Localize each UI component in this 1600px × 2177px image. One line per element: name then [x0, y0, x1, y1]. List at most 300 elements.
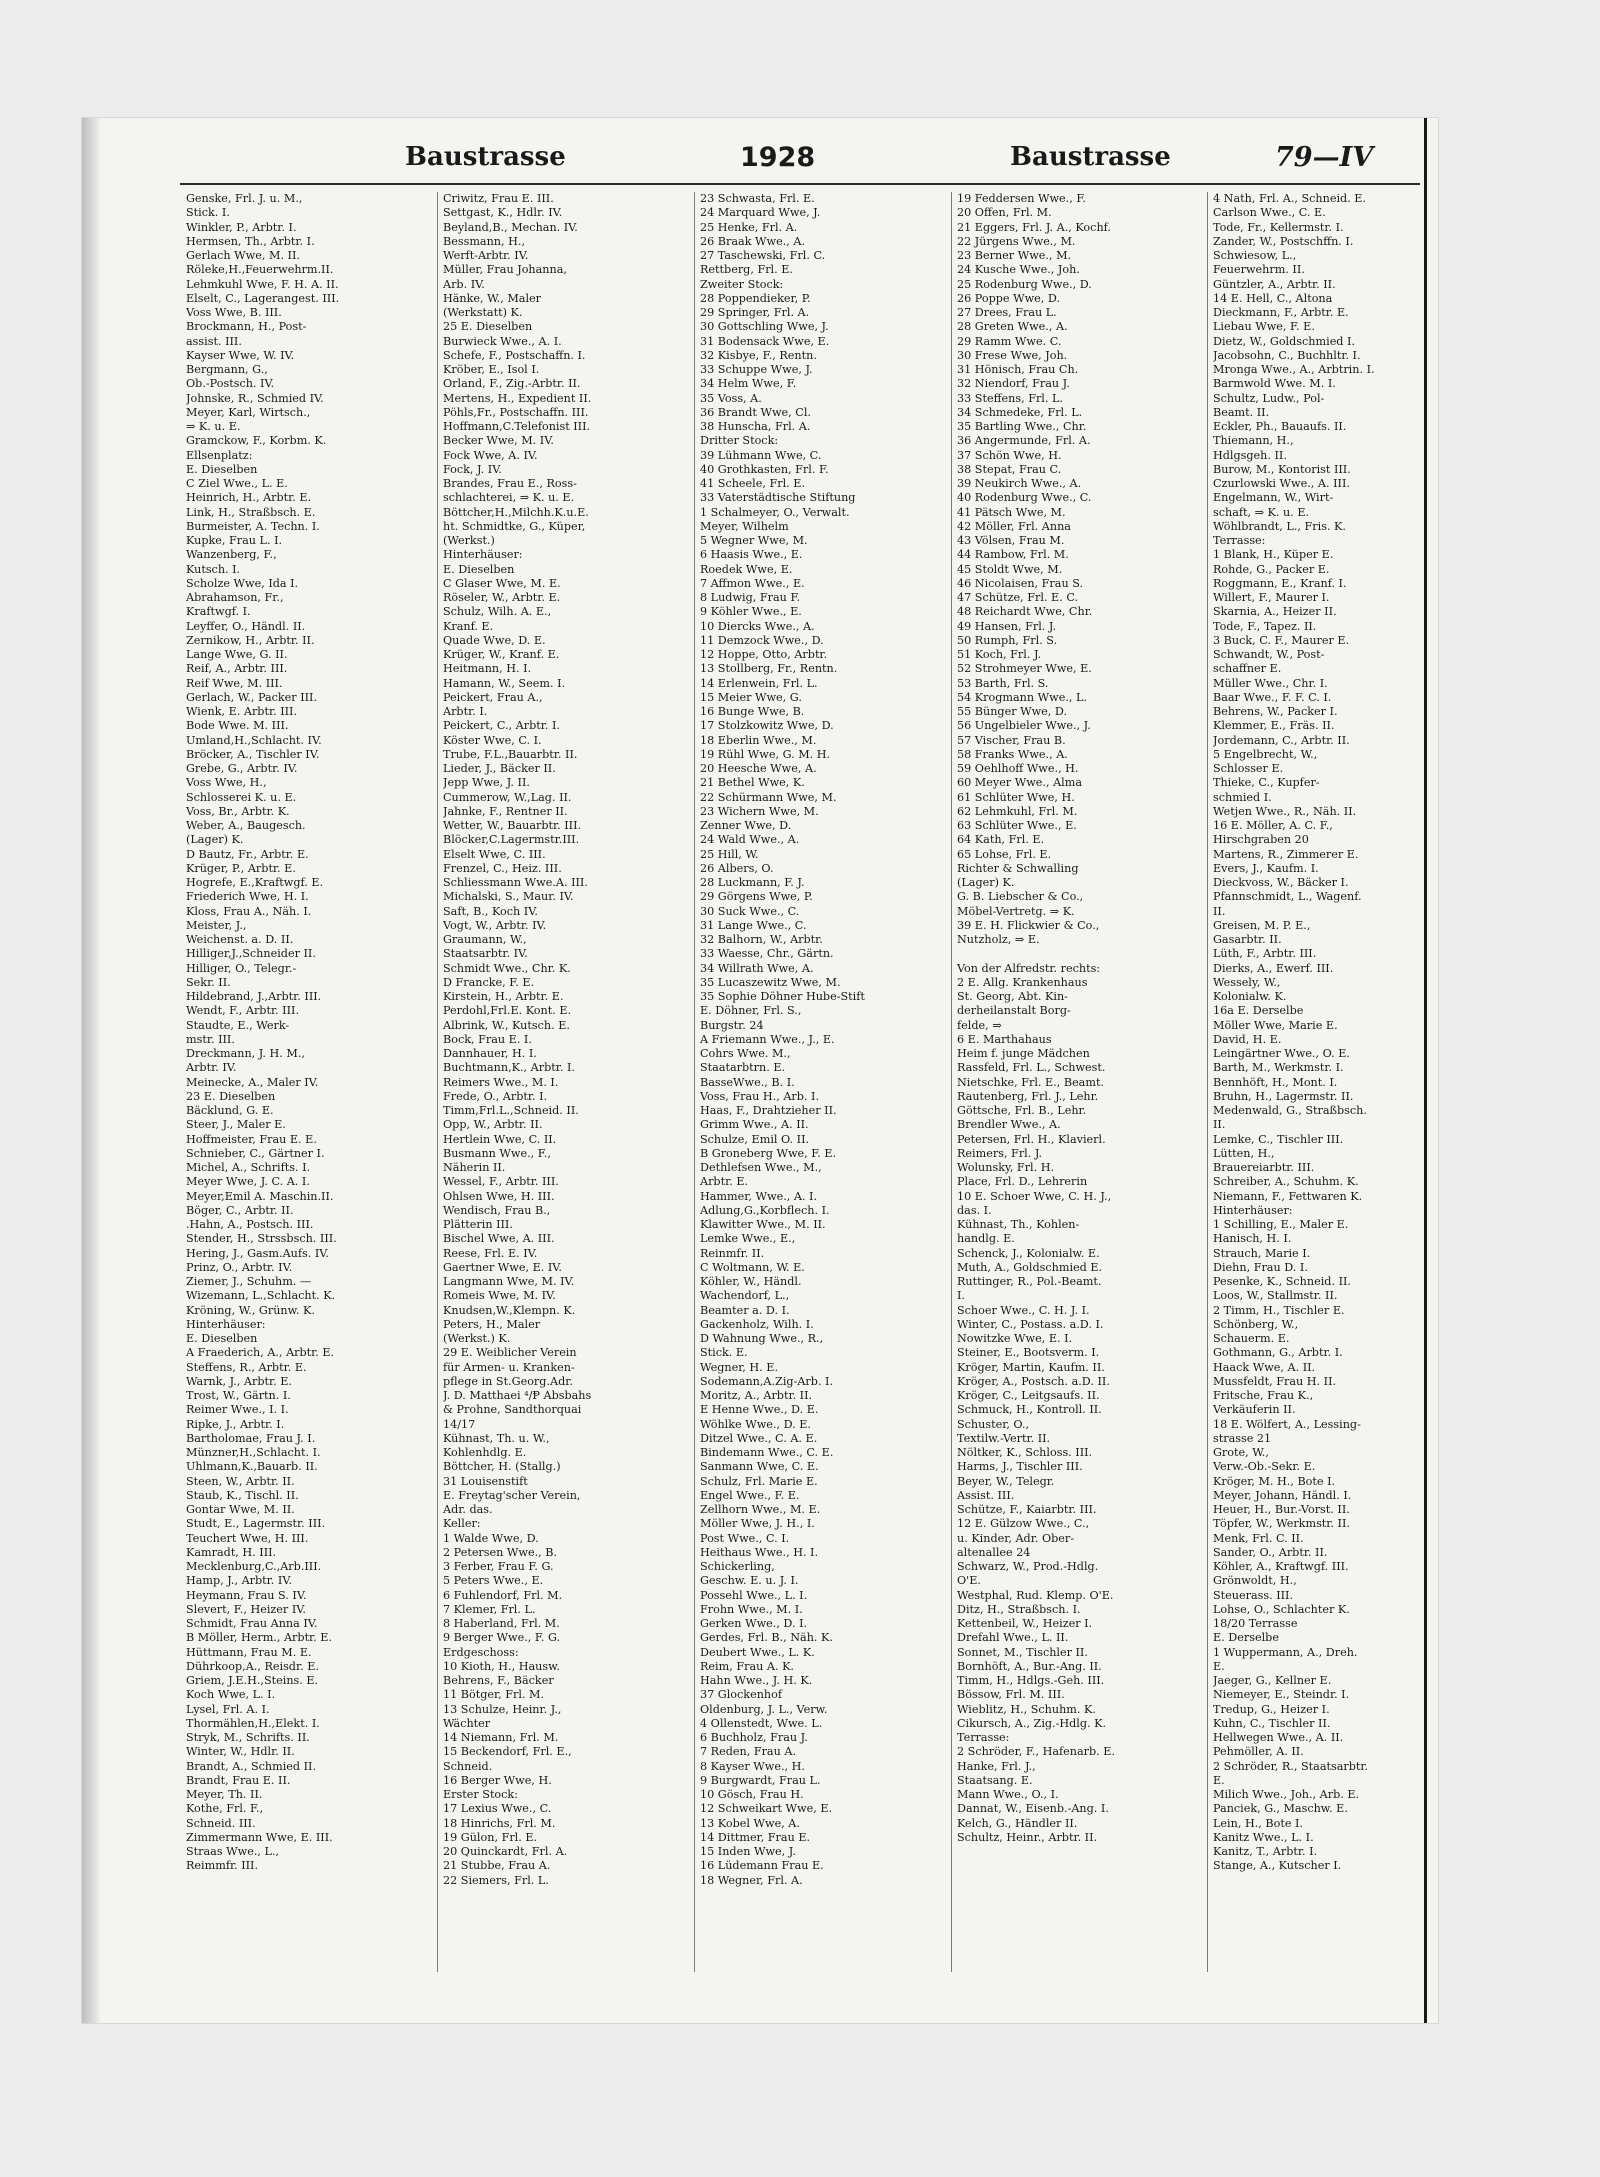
directory-entry-line: Zellhorn Wwe., M. E. — [700, 1503, 821, 1516]
directory-entry-line: 31 Louisenstift — [443, 1474, 528, 1488]
directory-entry-line: Prinz, O., Arbtr. IV. — [186, 1260, 293, 1274]
directory-entry-line: 1 Schilling, E., Maler E. — [1213, 1218, 1349, 1231]
directory-entry-line: Trost, W., Gärtn. I. — [186, 1389, 291, 1402]
directory-column-5 — [1213, 192, 1458, 1972]
directory-entry-line: Studt, E., Lagermstr. III. — [186, 1517, 326, 1531]
directory-entry-line: Brandt, A., Schmied II. — [186, 1759, 317, 1773]
directory-entry-line: 27 Taschewski, Frl. C. — [700, 249, 826, 262]
directory-entry-line: Kröber, E., Isol I. — [443, 363, 540, 376]
directory-entry-line: Schönberg, W., — [1213, 1317, 1299, 1331]
directory-entry-line: II. — [1213, 1118, 1226, 1132]
directory-entry-line: 17 Stolzkowitz Wwe, D. — [700, 719, 834, 733]
directory-entry-line: Uhlmann,K.,Bauarb. II. — [186, 1460, 318, 1474]
directory-entry-line: II. — [1213, 904, 1226, 918]
directory-entry-line: Sonnet, M., Tischler II. — [957, 1645, 1088, 1659]
directory-entry-line: Röseler, W., Arbtr. E. — [443, 591, 561, 604]
directory-entry-line: Müller Wwe., Chr. I. — [1213, 676, 1328, 690]
directory-entry-line: Strauch, Marie I. — [1213, 1246, 1311, 1260]
directory-entry-line: 22 Jürgens Wwe., M. — [957, 234, 1076, 248]
directory-entry-line: D Wahnung Wwe., R., — [700, 1332, 824, 1345]
directory-entry-line: 4 Nath, Frl. A., Schneid. E. — [1213, 192, 1367, 205]
directory-entry-line: Lieder, J., Bäcker II. — [443, 762, 556, 775]
directory-entry-line: Richter & Schwalling — [957, 861, 1079, 875]
directory-entry-line: Kothe, Frl. F., — [186, 1802, 264, 1816]
directory-entry-line: Bennhöft, H., Mont. I. — [1213, 1075, 1338, 1089]
directory-entry-line: Dreckmann, J. H. M., — [186, 1047, 305, 1060]
header-rule — [180, 183, 1420, 185]
directory-entry-line: Hellwegen Wwe., A. II. — [1213, 1731, 1344, 1744]
directory-entry-line: 1 Wuppermann, A., Dreh. — [1213, 1645, 1358, 1659]
directory-entry-line: Niemann, F., Fettwaren K. — [1213, 1189, 1363, 1203]
directory-entry-line: Bock, Frau E. I. — [443, 1032, 532, 1046]
directory-entry-line: 6 E. Marthahaus — [957, 1032, 1052, 1046]
directory-entry-line: Schwandt, W., Post- — [1213, 648, 1325, 661]
directory-entry-line: Rettberg, Frl. E. — [700, 263, 793, 277]
directory-entry-line: Menk, Frl. C. II. — [1213, 1531, 1304, 1545]
directory-entry-line: Assist. III. — [957, 1488, 1015, 1502]
directory-entry-line: Stick. I. — [186, 206, 230, 220]
directory-entry-line: Sekr. II. — [186, 975, 231, 989]
directory-entry-line: Wetter, W., Bauarbtr. III. — [443, 819, 582, 832]
directory-entry-line: Krüger, P., Arbtr. E. — [186, 861, 296, 875]
directory-entry-line: Mertens, H., Expedient II. — [443, 391, 592, 405]
directory-entry-line: Albrink, W., Kutsch. E. — [443, 1018, 570, 1032]
directory-entry-line: 10 Kioth, H., Hausw. — [443, 1659, 560, 1673]
directory-entry-line: Näherin II. — [443, 1161, 506, 1174]
directory-entry-line: 12 Hoppe, Otto, Arbtr. — [700, 648, 828, 661]
directory-entry-line: Beyland,B., Mechan. IV. — [443, 220, 578, 234]
directory-entry-line: Trube, F.L.,Bauarbtr. II. — [443, 747, 578, 761]
directory-entry-line: handlg. E. — [957, 1232, 1015, 1246]
directory-entry-line: Kranf. E. — [443, 619, 494, 633]
directory-entry-line: pflege in St.Georg.Adr. — [443, 1374, 573, 1388]
directory-entry-line: Klawitter Wwe., M. II. — [700, 1218, 826, 1231]
directory-entry-line: Gothmann, G., Arbtr. I. — [1213, 1346, 1343, 1360]
directory-entry-line: Rohde, G., Packer E. — [1213, 562, 1330, 576]
directory-entry-line: Meyer, Wilhelm — [700, 519, 789, 533]
directory-entry-line: Harms, J., Tischler III. — [957, 1460, 1083, 1474]
directory-entry-line: Wessely, W., — [1213, 975, 1281, 989]
directory-entry-line: Schwarz, W., Prod.-Hdlg. — [957, 1560, 1099, 1573]
directory-entry-line: Opp, W., Arbtr. II. — [443, 1118, 543, 1132]
directory-entry-line: Hdlgsgeh. II. — [1213, 448, 1287, 462]
directory-entry-line: Kamradt, H. III. — [186, 1545, 277, 1559]
directory-entry-line: C Glaser Wwe, M. E. — [443, 576, 561, 590]
directory-entry-line: Knudsen,W.,Klempn. K. — [443, 1303, 576, 1317]
directory-entry-line: Schmidt Wwe., Chr. K. — [443, 961, 571, 975]
directory-entry-line: Deubert Wwe., L. K. — [700, 1645, 815, 1659]
directory-entry-line: Schoer Wwe., C. H. J. I. — [957, 1303, 1090, 1317]
directory-entry-line: Reimmfr. III. — [186, 1859, 259, 1873]
directory-entry-line: 46 Nicolaisen, Frau S. — [957, 576, 1084, 590]
directory-entry-line: Kelch, G., Händler II. — [957, 1816, 1078, 1830]
directory-entry-line: Saft, B., Koch IV. — [443, 904, 538, 918]
directory-entry-line: 29 Görgens Wwe, P. — [700, 890, 813, 904]
directory-entry-line: Jepp Wwe, J. II. — [443, 776, 530, 790]
directory-entry-line: schaft, ⇒ K. u. E. — [1213, 505, 1310, 519]
page-header — [0, 142, 1600, 182]
directory-entry-line: E. — [1213, 1659, 1225, 1673]
directory-entry-line: 43 Völsen, Frau M. — [957, 534, 1065, 547]
directory-entry-line: Lohse, O., Schlachter K. — [1213, 1602, 1350, 1616]
directory-entry-line: Reimer Wwe., I. I. — [186, 1403, 289, 1417]
directory-entry-line: Romeis Wwe, M. IV. — [443, 1289, 556, 1303]
directory-entry-line: Schultz, Ludw., Pol- — [1213, 391, 1325, 405]
directory-entry-line: 3 Buck, C. F., Maurer E. — [1213, 633, 1350, 647]
directory-entry-line: Kraftwgf. I. — [186, 605, 251, 619]
directory-entry-line: Wolunsky, Frl. H. — [957, 1161, 1055, 1174]
directory-entry-line: Mecklenburg,C.,Arb.III. — [186, 1560, 322, 1573]
directory-entry-line: Schulz, Frl. Marie E. — [700, 1474, 818, 1488]
directory-entry-line: 34 Helm Wwe, F. — [700, 377, 797, 391]
directory-entry-line: Jacobsohn, C., Buchhltr. I. — [1213, 348, 1361, 362]
directory-entry-line: 31 Bodensack Wwe, E. — [700, 334, 830, 348]
directory-entry-line: Niemeyer, E., Steindr. I. — [1213, 1688, 1350, 1702]
directory-entry-line: Wieblitz, H., Schuhm. K. — [957, 1702, 1096, 1716]
directory-entry-line: Bornhöft, A., Bur.-Ang. II. — [957, 1659, 1102, 1673]
directory-entry-line: 48 Reichardt Wwe, Chr. — [957, 605, 1093, 619]
directory-entry-line: schlachterei, ⇒ K. u. E. — [443, 491, 575, 505]
directory-entry-line: Voss Wwe, B. III. — [186, 306, 282, 319]
directory-entry-line: Nowitzke Wwe, E. I. — [957, 1332, 1073, 1345]
directory-entry-line: E. — [1213, 1773, 1225, 1787]
directory-entry-line: Orland, F., Zig.-Arbtr. II. — [443, 377, 581, 391]
directory-entry-line: Hanke, Frl. J., — [957, 1759, 1036, 1773]
directory-entry-line: Burmeister, A. Techn. I. — [186, 519, 320, 533]
directory-entry-line: Bröcker, A., Tischler IV. — [186, 747, 320, 761]
directory-entry-line: Heuer, H., Bur.-Vorst. II. — [1213, 1503, 1350, 1516]
column-divider — [1207, 192, 1208, 1972]
directory-entry-line: 7 Reden, Frau A. — [700, 1745, 796, 1759]
directory-entry-line: 8 Haberland, Frl. M. — [443, 1617, 560, 1630]
directory-entry-line: Kohlenhdlg. E. — [443, 1446, 527, 1459]
directory-entry-line: Winkler, P., Arbtr. I. — [186, 220, 297, 234]
directory-entry-line: Schneid. III. — [186, 1816, 256, 1830]
directory-entry-line: 13 Kobel Wwe, A. — [700, 1816, 800, 1830]
directory-entry-line: Umland,H.,Schlacht. IV. — [186, 733, 322, 747]
directory-entry-line: Haack Wwe, A. II. — [1213, 1360, 1316, 1374]
directory-entry-line: E. Derselbe — [1213, 1631, 1279, 1645]
directory-entry-line: 40 Grothkasten, Frl. F. — [700, 462, 829, 476]
directory-entry-line: Warnk, J., Arbtr. E. — [186, 1374, 292, 1388]
directory-entry-line: Staudte, E., Werk- — [186, 1018, 290, 1032]
directory-entry-line: 19 Feddersen Wwe., F. — [957, 192, 1086, 205]
directory-entry-line: 30 Frese Wwe, Joh. — [957, 348, 1068, 362]
directory-entry-line: B Groneberg Wwe, F. E. — [700, 1146, 837, 1160]
directory-entry-line: Schlosser E. — [1213, 762, 1284, 775]
directory-entry-line: 65 Lohse, Frl. E. — [957, 847, 1052, 861]
directory-entry-line: Kanitz Wwe., L. I. — [1213, 1830, 1314, 1844]
directory-entry-line: 62 Lehmkuhl, Frl. M. — [957, 804, 1078, 818]
directory-entry-line: Kuhn, C., Tischler II. — [1213, 1716, 1331, 1730]
directory-entry-line: Post Wwe., C. I. — [700, 1531, 790, 1545]
directory-entry-line: Place, Frl. D., Lehrerin — [957, 1175, 1088, 1189]
year: 1928 — [740, 142, 816, 173]
directory-entry-line: Sanmann Wwe, C. E. — [700, 1460, 819, 1474]
directory-entry-line: A Fraederich, A., Arbtr. E. — [186, 1346, 335, 1360]
directory-entry-line: Thiemann, H., — [1213, 434, 1294, 448]
directory-entry-line: Voss, Br., Arbtr. K. — [186, 804, 290, 818]
directory-entry-line: G. B. Liebscher & Co., — [957, 890, 1084, 904]
directory-entry-line: Gasarbtr. II. — [1213, 933, 1282, 946]
directory-entry-line: (Lager) K. — [186, 833, 244, 847]
directory-entry-line: Erster Stock: — [443, 1788, 518, 1801]
directory-entry-line: (Werkst.) K. — [443, 1332, 511, 1345]
directory-entry-line: Ohlsen Wwe, H. III. — [443, 1189, 555, 1203]
directory-column-2 — [443, 192, 688, 1972]
directory-entry-line: 25 E. Dieselben — [443, 320, 533, 334]
directory-entry-line: Johnske, R., Schmied IV. — [186, 391, 324, 405]
directory-entry-line: 16a E. Derselbe — [1213, 1004, 1304, 1018]
directory-entry-line: Klemmer, E., Fräs. II. — [1213, 719, 1335, 733]
directory-entry-line: 16 E. Möller, A. C. F., — [1213, 819, 1333, 832]
directory-entry-line: 47 Schütze, Frl. E. C. — [957, 591, 1079, 604]
directory-entry-line: Schmuck, H., Kontroll. II. — [957, 1403, 1102, 1417]
directory-entry-line: Töpfer, W., Werkmstr. II. — [1213, 1517, 1350, 1531]
directory-entry-line: O'E. — [957, 1574, 981, 1588]
directory-entry-line: Hoffmann,C.Telefonist III. — [443, 420, 591, 433]
directory-entry-line: 20 Offen, Frl. M. — [957, 206, 1052, 220]
directory-entry-line: Böttcher,H.,Milchh.K.u.E. — [443, 505, 589, 519]
directory-entry-line: Schuster, O., — [957, 1417, 1030, 1431]
directory-entry-line: Thormählen,H.,Elekt. I. — [186, 1716, 320, 1730]
directory-entry-line: Heithaus Wwe., H. I. — [700, 1545, 819, 1559]
directory-entry-line: Ellsenplatz: — [186, 448, 253, 462]
directory-entry-line: 39 Lühmann Wwe, C. — [700, 448, 822, 462]
directory-entry-line: 35 Sophie Döhner Hube-Stift — [700, 990, 865, 1003]
directory-entry-line: 19 Rühl Wwe, G. M. H. — [700, 747, 831, 761]
directory-entry-line: 28 Greten Wwe., A. — [957, 320, 1068, 334]
directory-entry-line: Winter, W., Hdlr. II. — [186, 1745, 295, 1759]
directory-entry-line: Meyer, Karl, Wirtsch., — [186, 405, 311, 419]
directory-entry-line: Weber, A., Baugesch. — [186, 819, 306, 832]
directory-entry-line: 14/17 — [443, 1417, 476, 1431]
directory-entry-line: Vogt, W., Arbtr. IV. — [443, 918, 547, 932]
directory-entry-line: E Henne Wwe., D. E. — [700, 1403, 819, 1417]
directory-entry-line: Lüth, F., Arbtr. III. — [1213, 947, 1317, 961]
directory-entry-line: Schenck, J., Kolonialw. E. — [957, 1246, 1100, 1260]
directory-entry-line: Heitmann, H. I. — [443, 662, 532, 676]
directory-entry-line: Tode, Fr., Kellermstr. I. — [1213, 220, 1344, 234]
page-number: 79—IV — [1275, 142, 1374, 173]
directory-entry-line: Grimm Wwe., A. II. — [700, 1118, 809, 1132]
directory-entry-line: Stick. E. — [700, 1346, 748, 1360]
directory-entry-line: 64 Kath, Frl. E. — [957, 833, 1045, 847]
directory-entry-line: Kutsch. I. — [186, 562, 241, 576]
directory-entry-line: ⇒ K. u. E. — [186, 420, 241, 433]
directory-entry-line: E. Döhner, Frl. S., — [700, 1004, 802, 1018]
directory-entry-line: Köster Wwe, C. I. — [443, 733, 542, 747]
directory-entry-line: 14 Erlenwein, Frl. L. — [700, 676, 818, 690]
directory-entry-line: Timm,Frl.L.,Schneid. II. — [443, 1104, 579, 1117]
directory-entry-line: Burow, M., Kontorist III. — [1213, 462, 1351, 476]
directory-entry-line: 42 Möller, Frl. Anna — [957, 519, 1071, 533]
directory-entry-line: Staatsang. E. — [957, 1773, 1033, 1787]
directory-entry-line: Barth, M., Werkmstr. I. — [1213, 1061, 1344, 1075]
directory-entry-line: 14 Niemann, Frl. M. — [443, 1731, 559, 1744]
directory-entry-line: Böger, C., Arbtr. II. — [186, 1203, 294, 1217]
directory-entry-line: Mann Wwe., O., I. — [957, 1788, 1059, 1801]
directory-entry-line: Schnieber, C., Gärtner I. — [186, 1146, 325, 1160]
directory-entry-line: 32 Balhorn, W., Arbtr. — [700, 933, 823, 946]
directory-column-4 — [957, 192, 1202, 1972]
directory-entry-line: Beamter a. D. I. — [700, 1303, 790, 1317]
directory-entry-line: Steffens, R., Arbtr. E. — [186, 1360, 307, 1374]
directory-entry-line: Bartholomae, Frau J. I. — [186, 1431, 316, 1445]
directory-entry-line: Frenzel, C., Heiz. III. — [443, 861, 562, 875]
directory-entry-line: 18/20 Terrasse — [1213, 1617, 1298, 1630]
directory-entry-line: 15 Meier Wwe, G. — [700, 690, 802, 704]
directory-entry-line: Lemke, C., Tischler III. — [1213, 1132, 1344, 1146]
directory-entry-line: Engelmann, W., Wirt- — [1213, 491, 1334, 505]
directory-entry-line: Medenwald, G., Straßbsch. — [1213, 1104, 1367, 1117]
directory-entry-line: Tredup, G., Heizer I. — [1213, 1702, 1330, 1716]
directory-entry-line: Pfannschmidt, L., Wagenf. — [1213, 890, 1362, 904]
directory-entry-line: Oldenburg, J. L., Verw. — [700, 1702, 828, 1716]
directory-entry-line: Elselt Wwe, C. III. — [443, 847, 546, 861]
directory-entry-line: (Werkstatt) K. — [443, 306, 523, 319]
directory-entry-line: Mussfeldt, Frau H. II. — [1213, 1374, 1337, 1388]
street-name-right: Baustrasse — [1010, 142, 1171, 172]
directory-entry-line: Schmidt, Frau Anna IV. — [186, 1617, 318, 1630]
directory-entry-line: Hoffmeister, Frau E. E. — [186, 1132, 317, 1146]
directory-entry-line: Bergmann, G., — [186, 363, 268, 376]
directory-entry-line: Greisen, M. P. E., — [1213, 918, 1311, 932]
directory-entry-line: Brandt, Frau E. II. — [186, 1773, 291, 1787]
directory-entry-line: Burgstr. 24 — [700, 1018, 764, 1032]
directory-entry-line: 7 Klemer, Frl. L. — [443, 1602, 536, 1616]
directory-entry-line: Willert, F., Maurer I. — [1213, 591, 1330, 604]
directory-entry-line: 53 Barth, Frl. S. — [957, 676, 1049, 690]
directory-entry-line: Blöcker,C.Lagermstr.III. — [443, 833, 580, 847]
directory-entry-line: 15 Beckendorf, Frl. E., — [443, 1745, 572, 1759]
directory-entry-line: 24 Wald Wwe., A. — [700, 833, 800, 847]
directory-entry-line: Tode, F., Tapez. II. — [1213, 619, 1317, 633]
directory-entry-line: Weichenst. a. D. II. — [186, 933, 294, 946]
directory-entry-line: Cohrs Wwe. M., — [700, 1047, 791, 1060]
directory-entry-line: Graumann, W., — [443, 933, 527, 946]
directory-entry-line: Heim f. junge Mädchen — [957, 1047, 1090, 1060]
directory-entry-line: Lange Wwe, G. II. — [186, 648, 288, 661]
column-divider — [694, 192, 695, 1972]
directory-entry-line: Geschw. E. u. J. I. — [700, 1574, 799, 1588]
directory-entry-line: Reinmfr. II. — [700, 1246, 765, 1260]
directory-entry-line: Ripke, J., Arbtr. I. — [186, 1417, 285, 1431]
directory-entry-line: Staub, K., Tischl. II. — [186, 1488, 299, 1502]
directory-entry-line: Terrasse: — [1213, 534, 1266, 547]
directory-entry-line: Bössow, Frl. M. III. — [957, 1688, 1065, 1702]
directory-entry-line: Dietz, W., Goldschmied I. — [1213, 334, 1356, 348]
directory-entry-line: Hänke, W., Maler — [443, 291, 542, 305]
directory-entry-line: 18 E. Wölfert, A., Lessing- — [1213, 1417, 1361, 1431]
directory-entry-line: Nutzholz, ⇒ E. — [957, 933, 1040, 946]
directory-entry-line: Reif, A., Arbtr. III. — [186, 662, 288, 676]
directory-entry-line: Kupke, Frau L. I. — [186, 534, 283, 547]
directory-entry-line: 23 Schwasta, Frl. E. — [700, 192, 815, 205]
directory-entry-line: Güntzler, A., Arbtr. II. — [1213, 277, 1336, 291]
directory-entry-line: 15 Inden Wwe, J. — [700, 1845, 796, 1858]
directory-entry-line — [957, 947, 1202, 961]
directory-entry-line: Barmwold Wwe. M. I. — [1213, 377, 1336, 391]
directory-entry-line: 16 Bunge Wwe, B. — [700, 705, 805, 718]
directory-entry-line: & Prohne, Sandthorquai — [443, 1403, 582, 1417]
directory-entry-line: Feuerwehrm. II. — [1213, 263, 1305, 277]
directory-entry-line: Kolonialw. K. — [1213, 990, 1287, 1003]
directory-entry-line: Teuchert Wwe, H. III. — [186, 1531, 309, 1545]
directory-entry-line: Langmann Wwe, M. IV. — [443, 1275, 575, 1288]
directory-entry-line: derheilanstalt Borg- — [957, 1004, 1071, 1018]
directory-entry-line: 32 Niendorf, Frau J. — [957, 377, 1070, 391]
directory-entry-line: Kröning, W., Grünw. K. — [186, 1303, 315, 1317]
directory-entry-line: Münzner,H.,Schlacht. I. — [186, 1446, 321, 1459]
directory-entry-line: Möbel-Vertretg. ⇒ K. — [957, 904, 1075, 918]
directory-entry-line: Hahn Wwe., J. H. K. — [700, 1674, 813, 1687]
directory-entry-line: Steiner, E., Bootsverm. I. — [957, 1346, 1100, 1360]
directory-entry-line: 49 Hansen, Frl. J. — [957, 619, 1057, 633]
directory-entry-line: 9 Köhler Wwe., E. — [700, 605, 802, 619]
directory-entry-line: Göttsche, Frl. B., Lehr. — [957, 1104, 1087, 1117]
directory-entry-line: Steen, W., Arbtr. II. — [186, 1474, 295, 1488]
directory-entry-line: 6 Buchholz, Frau J. — [700, 1731, 808, 1744]
directory-entry-line: Hirschgraben 20 — [1213, 833, 1309, 847]
directory-entry-line: 32 Kisbye, F., Rentn. — [700, 348, 817, 362]
directory-entry-line: 55 Bünger Wwe, D. — [957, 705, 1068, 718]
directory-entry-line: Arbtr. E. — [700, 1175, 749, 1189]
directory-entry-line: Hüttmann, Frau M. E. — [186, 1645, 312, 1659]
directory-entry-line: Bessmann, H., — [443, 234, 525, 248]
directory-entry-line: Diehn, Frau D. I. — [1213, 1260, 1308, 1274]
directory-entry-line: Hinterhäuser: — [186, 1317, 266, 1331]
directory-entry-line: Gerken Wwe., D. I. — [700, 1617, 808, 1630]
directory-entry-line: Friederich Wwe, H. I. — [186, 890, 309, 904]
directory-entry-line: Steer, J., Maler E. — [186, 1118, 286, 1132]
directory-entry-line: Engel Wwe., F. E. — [700, 1488, 800, 1502]
directory-entry-line: 63 Schlüter Wwe., E. — [957, 819, 1077, 832]
directory-entry-line: Cummerow, W.,Lag. II. — [443, 790, 572, 804]
directory-entry-line: Brockmann, H., Post- — [186, 320, 307, 334]
directory-entry-line: 11 Bötger, Frl. M. — [443, 1688, 545, 1702]
directory-entry-line: Werft-Arbtr. IV. — [443, 249, 529, 262]
directory-entry-line: Kanitz, T., Arbtr. I. — [1213, 1845, 1318, 1858]
directory-entry-line: Von der Alfredstr. rechts: — [957, 961, 1101, 975]
directory-entry-line: Schütze, F., Kaiarbtr. III. — [957, 1503, 1097, 1516]
directory-entry-line: Rautenberg, Frl. J., Lehr. — [957, 1089, 1099, 1103]
directory-entry-line: 33 Schuppe Wwe, J. — [700, 363, 813, 376]
directory-entry-line: Dethlefsen Wwe., M., — [700, 1161, 822, 1174]
directory-entry-line: Kröger, A., Postsch. a.D. II. — [957, 1374, 1110, 1388]
directory-entry-line: Hermsen, Th., Arbtr. I. — [186, 234, 315, 248]
directory-entry-line: Ditz, H., Straßbsch. I. — [957, 1602, 1081, 1616]
directory-entry-line: Köhler, A., Kraftwgf. III. — [1213, 1560, 1349, 1573]
directory-entry-line: D Bautz, Fr., Arbtr. E. — [186, 847, 309, 861]
directory-entry-line: Lemke Wwe., E., — [700, 1232, 796, 1246]
directory-entry-line: 6 Fuhlendorf, Frl. M. — [443, 1588, 563, 1602]
directory-entry-line: Zenner Wwe, D. — [700, 819, 792, 832]
directory-entry-line: Hamann, W., Seem. I. — [443, 676, 566, 690]
directory-entry-line: 5 Wegner Wwe, M. — [700, 534, 808, 547]
directory-entry-line: Wendisch, Frau B., — [443, 1203, 551, 1217]
directory-entry-line: Möller Wwe, J. H., I. — [700, 1517, 815, 1531]
directory-entry-line: Grote, W., — [1213, 1446, 1269, 1459]
directory-entry-line: 31 Lange Wwe., C. — [700, 918, 807, 932]
directory-entry-line: Quade Wwe, D. E. — [443, 633, 546, 647]
directory-entry-line: Kühnast, Th. u. W., — [443, 1431, 550, 1445]
directory-entry-line: Grebe, G., Arbtr. IV. — [186, 762, 298, 775]
directory-entry-line: ht. Schmidtke, G., Küper, — [443, 519, 586, 533]
directory-entry-line: Hammer, Wwe., A. I. — [700, 1189, 818, 1203]
directory-entry-line: Burwieck Wwe., A. I. — [443, 334, 562, 348]
directory-entry-line: A Friemann Wwe., J., E. — [700, 1032, 835, 1046]
